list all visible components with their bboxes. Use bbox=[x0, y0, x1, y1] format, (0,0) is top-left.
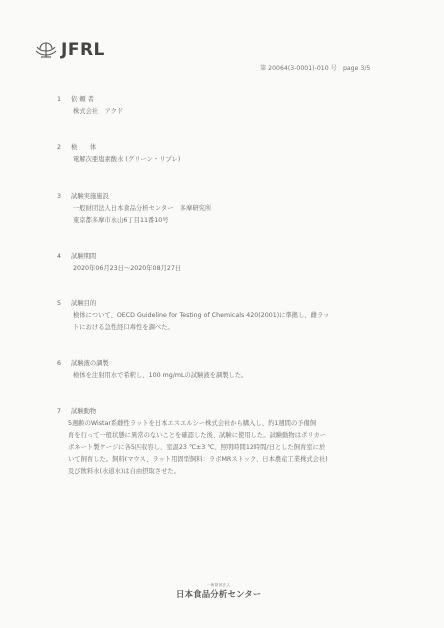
section-number: 4 bbox=[57, 253, 62, 260]
section-heading: 試験実施施設 bbox=[71, 193, 109, 200]
section-line: ボネート製ケージに各5匹収容し、室温23 ℃±3 ℃、照明時間12時間/日とした飼育室に於 bbox=[68, 444, 326, 451]
section-line: 検体について、OECD Guideline for Testing of Chemicals 420(2001)に準拠し、雌ラッ bbox=[73, 312, 330, 319]
section-5 bbox=[57, 298, 329, 334]
section-heading: 試験動物 bbox=[71, 408, 97, 415]
section-line: トにおける急性経口毒性を調べた。 bbox=[73, 324, 174, 331]
section-line: 2020年06月23日～2020年08月27日 bbox=[73, 265, 182, 272]
section-line: 及び飲料水(水道水)は自由摂取させた。 bbox=[68, 468, 180, 475]
footer-org-prefix: 一般財団法人 bbox=[207, 583, 231, 587]
footer-org-name: 日本食品分析センター bbox=[176, 589, 262, 599]
section-heading: 検 体 bbox=[71, 144, 97, 151]
section-line: いて飼育した。飼料(マウス、ラット用固型飼料：ラボMRストック、日本農産工業株式会社) bbox=[68, 456, 328, 463]
section-7 bbox=[57, 406, 328, 478]
jfrl-logo bbox=[34, 40, 105, 60]
section-line: 電解次亜塩素酸水 (グリーン・リプレ) bbox=[73, 156, 181, 163]
report-reference: 第 20064(3-0001)-010 号 page 3/5 bbox=[260, 65, 371, 72]
section-heading: 試験目的 bbox=[71, 300, 97, 307]
section-number: 1 bbox=[57, 96, 62, 103]
section-heading: 試験期間 bbox=[71, 253, 97, 260]
section-line: 検体を注射用水で希釈し、100 mg/mLの試験液を調製した。 bbox=[73, 372, 248, 379]
section-line: 育を行って一般状態に異常のないことを確認した後、試験に使用した。試験動物はポリカー bbox=[68, 432, 327, 439]
logo-text: JFRL bbox=[61, 40, 105, 60]
section-2 bbox=[57, 142, 180, 166]
section-heading: 依 頼 者 bbox=[71, 96, 94, 103]
section-number: 5 bbox=[57, 300, 62, 307]
section-line: 東京都多摩市永山6丁目11番10号 bbox=[73, 217, 169, 224]
section-number: 7 bbox=[57, 408, 62, 415]
section-line: 5週齢のWistar系雌性ラットを日本エスエルシー株式会社から購入し、約1週間の予備飼 bbox=[68, 420, 317, 427]
section-number: 6 bbox=[57, 360, 62, 367]
section-1 bbox=[57, 94, 123, 118]
section-6 bbox=[57, 358, 247, 382]
section-line: 株式会社 アクド bbox=[73, 108, 124, 115]
section-3 bbox=[57, 191, 211, 227]
footer-org-logo bbox=[176, 583, 261, 600]
jfrl-emblem-icon bbox=[34, 41, 58, 59]
section-4 bbox=[57, 251, 181, 275]
section-number: 2 bbox=[57, 144, 62, 151]
section-number: 3 bbox=[57, 193, 62, 200]
section-heading: 試験液の調製 bbox=[71, 360, 109, 367]
section-line: 一般財団法人日本食品分析センター 多摩研究所 bbox=[73, 205, 212, 212]
